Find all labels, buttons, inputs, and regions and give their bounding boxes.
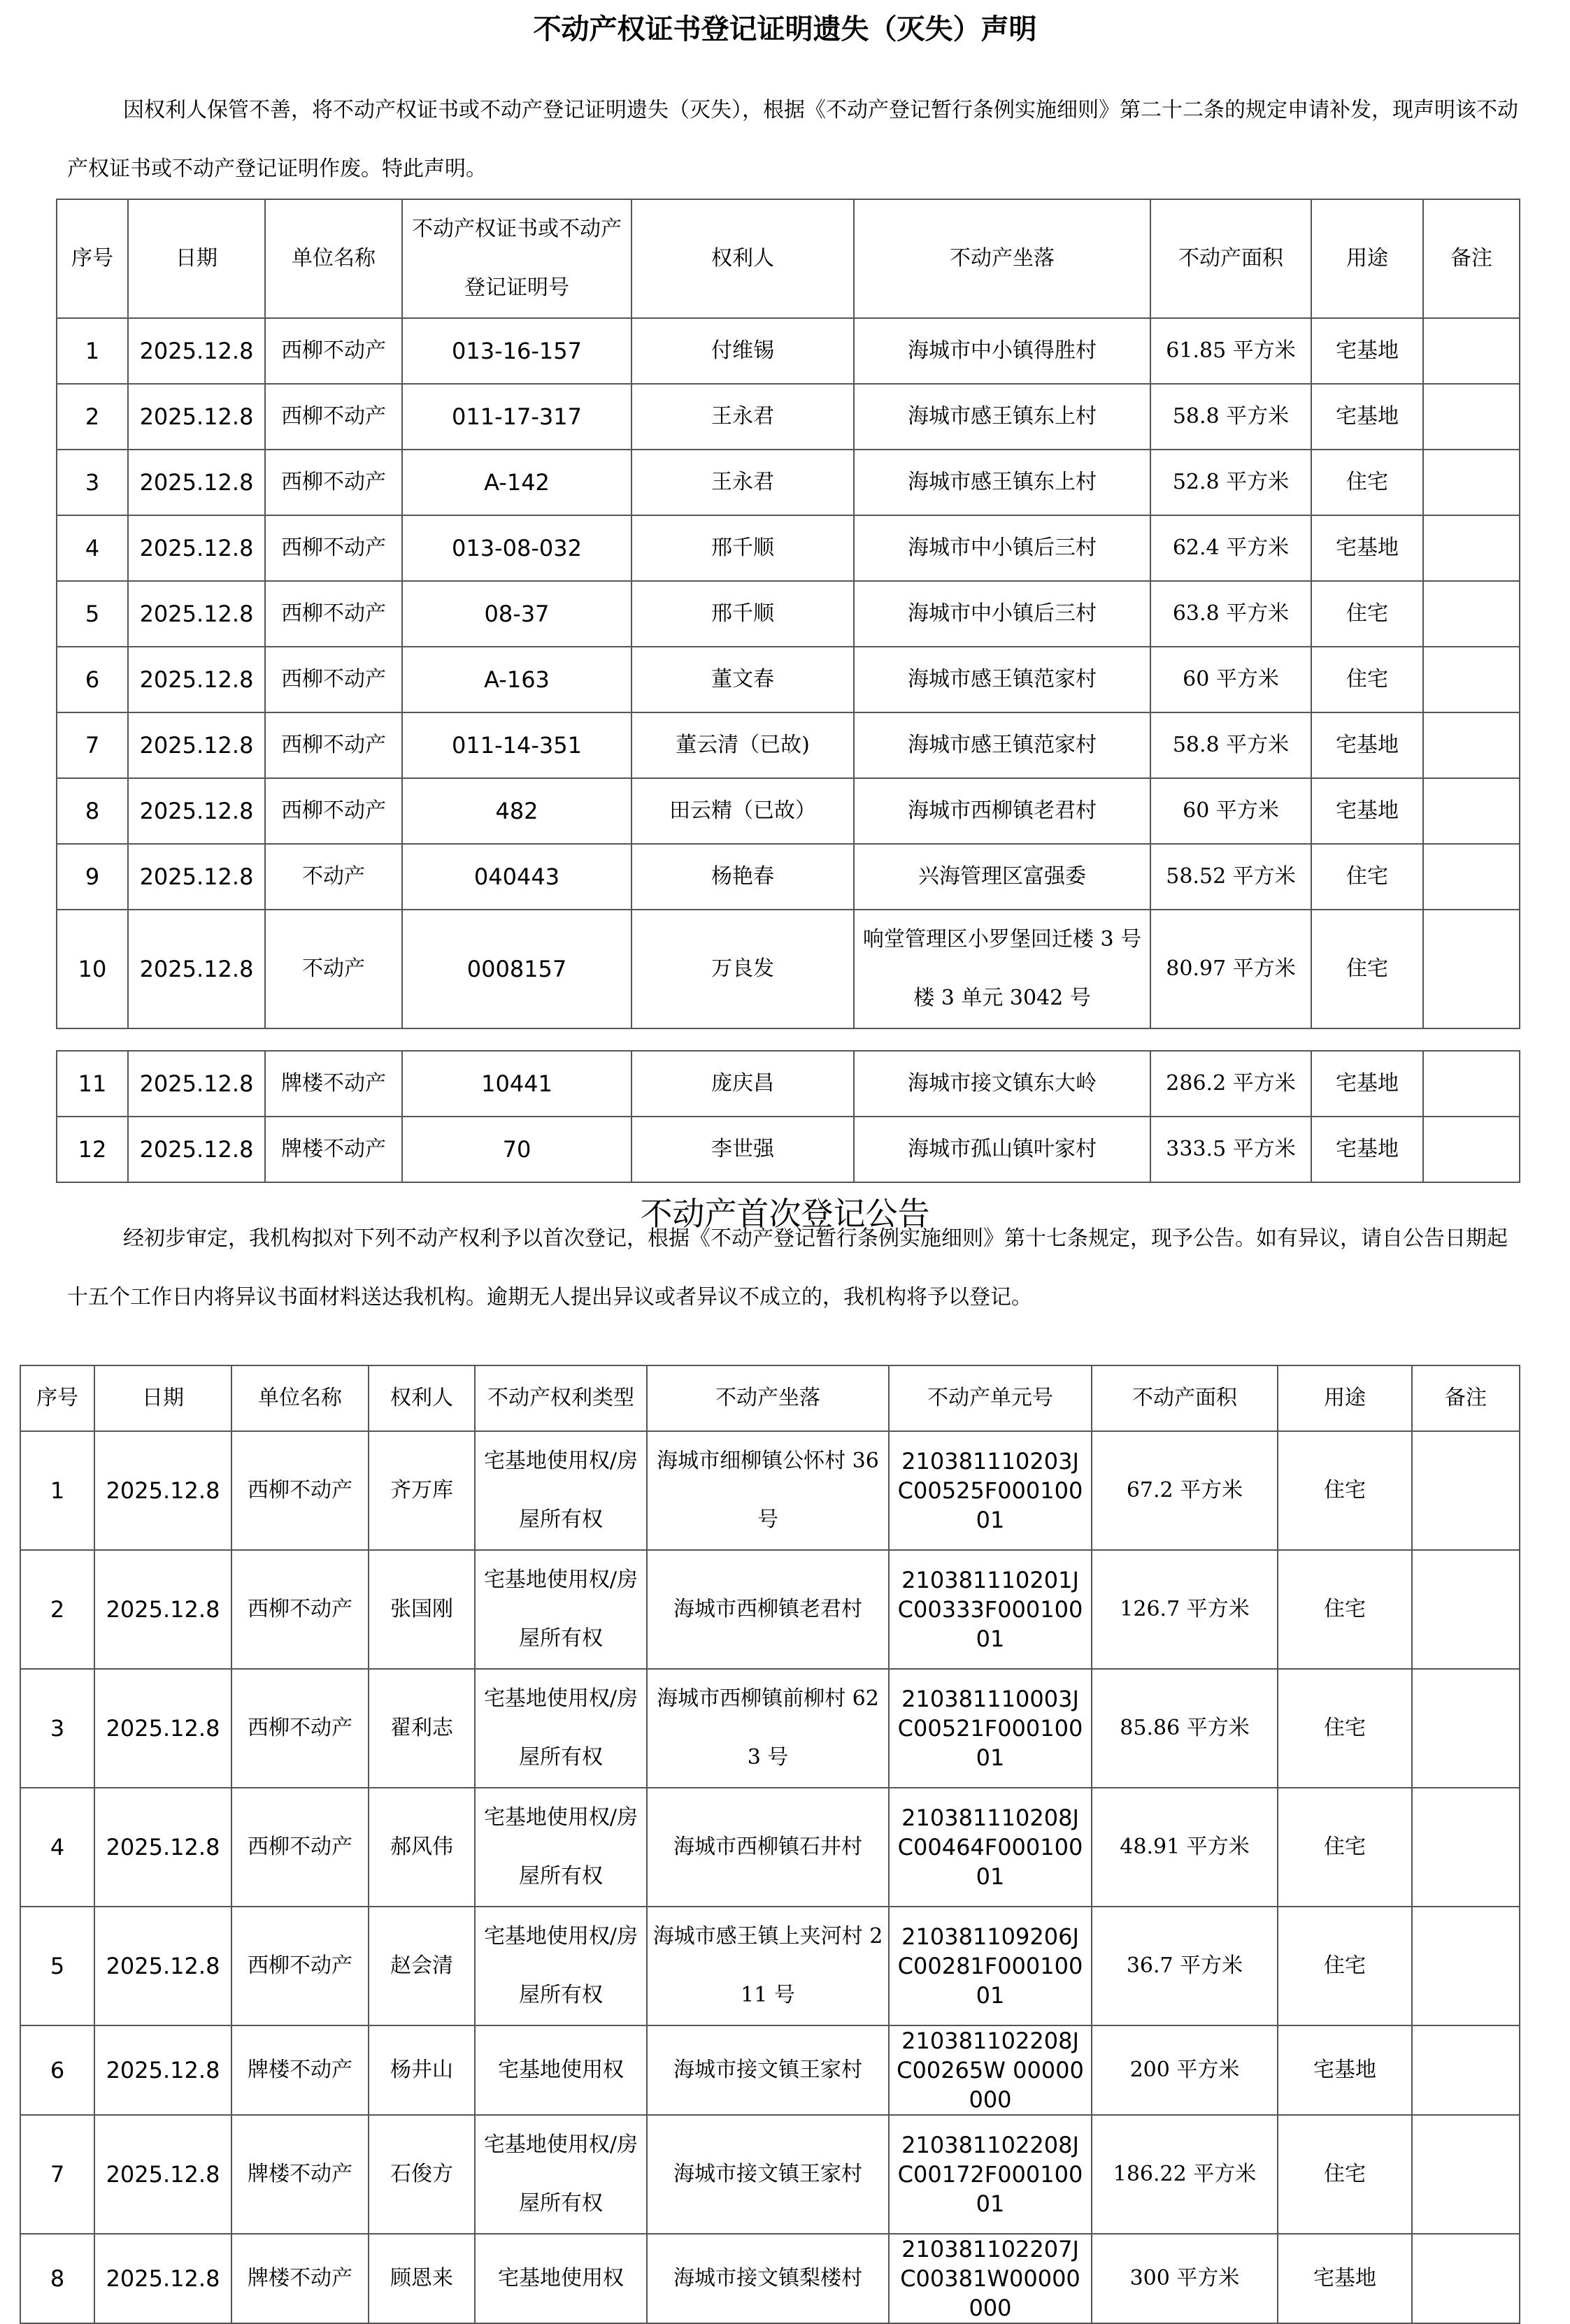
table-cell: 西柳不动产 [231,1669,369,1788]
table-cell: 海城市中小镇得胜村 [854,318,1150,384]
table-cell: 2025.12.8 [94,1669,231,1788]
table-cell [1423,778,1520,844]
table-cell: 宅基地使用权/房屋所有权 [475,1907,647,2025]
table-cell [1423,844,1520,910]
table-cell: 3 [20,1669,94,1788]
table-cell [1423,581,1520,647]
loss-declaration-table [56,199,1520,1029]
table-cell: 宅基地 [1311,1051,1423,1117]
table-cell: 63.8 平方米 [1150,581,1311,647]
table-cell: 2 [20,1550,94,1669]
table-cell: 不动产 [265,844,402,910]
table-cell: 宅基地 [1311,515,1423,581]
table-cell: 36.7 平方米 [1092,1907,1278,2025]
table-cell: 海城市感王镇东上村 [854,384,1150,450]
table-cell: 2025.12.8 [128,712,265,778]
table-row [57,1051,1520,1117]
table-cell [1412,1788,1520,1907]
table-cell: 海城市感王镇范家村 [854,712,1150,778]
header-row [57,199,1520,318]
table-cell [1423,1117,1520,1182]
table-cell: 宅基地使用权/房屋所有权 [475,1788,647,1907]
table-cell [1423,384,1520,450]
table-cell: 2025.12.8 [128,384,265,450]
table-cell: 李世强 [631,1117,854,1182]
table-cell: 宅基地 [1278,2025,1412,2115]
table-cell: 2025.12.8 [128,1051,265,1117]
table-cell: 60 平方米 [1150,647,1311,712]
table-cell: A-142 [402,450,631,515]
table-cell: 210381110201JC00333F00010001 [889,1550,1092,1669]
table-cell: 5 [57,581,128,647]
table-cell: 011-17-317 [402,384,631,450]
table-cell: 8 [57,778,128,844]
table-cell: 9 [57,844,128,910]
table-cell: 住宅 [1311,450,1423,515]
column-header: 不动产权证书或不动产登记证明号 [402,199,631,318]
table-cell: 住宅 [1278,1431,1412,1550]
table-cell: 2025.12.8 [128,647,265,712]
table-cell: 58.8 平方米 [1150,712,1311,778]
table-row [57,1117,1520,1182]
table-cell: 67.2 平方米 [1092,1431,1278,1550]
table-row [57,384,1520,450]
table-row [20,2115,1520,2234]
table-cell: 庞庆昌 [631,1051,854,1117]
column-header: 序号 [57,199,128,318]
table-cell: 1 [57,318,128,384]
table-cell: 海城市感王镇上夹河村 211 号 [647,1907,889,2025]
table-cell: 210381110003JC00521F00010001 [889,1669,1092,1788]
loss-declaration-table-continued [56,1050,1520,1183]
column-header: 不动产面积 [1150,199,1311,318]
table-cell: 宅基地 [1278,2234,1412,2323]
table-cell: 邢千顺 [631,581,854,647]
column-header: 不动产权利类型 [475,1365,647,1431]
column-header: 权利人 [369,1365,475,1431]
table-cell: 宅基地 [1311,384,1423,450]
table-cell: 海城市接文镇东大岭 [854,1051,1150,1117]
table-row [20,1431,1520,1550]
table-cell: 海城市西柳镇老君村 [854,778,1150,844]
table-cell: 齐万库 [369,1431,475,1550]
table-cell: 邢千顺 [631,515,854,581]
table-cell: 12 [57,1117,128,1182]
table-cell: 80.97 平方米 [1150,910,1311,1028]
table-cell: 2025.12.8 [128,515,265,581]
column-header: 不动产面积 [1092,1365,1278,1431]
table-cell: 6 [57,647,128,712]
table-cell [1412,1550,1520,1669]
first-registration-title: 不动产首次登记公告 [640,1195,930,1233]
column-header: 用途 [1311,199,1423,318]
table-cell: 200 平方米 [1092,2025,1278,2115]
table-cell: 海城市中小镇后三村 [854,581,1150,647]
table-cell [1423,450,1520,515]
table-row [20,1907,1520,2025]
table-cell: 西柳不动产 [231,1550,369,1669]
table-cell: 不动产 [265,910,402,1028]
table-cell: 万良发 [631,910,854,1028]
table-cell: 48.91 平方米 [1092,1788,1278,1907]
column-header: 序号 [20,1365,94,1431]
table-cell: 住宅 [1311,844,1423,910]
table-cell: 宅基地使用权/房屋所有权 [475,1669,647,1788]
column-header: 不动产坐落 [647,1365,889,1431]
table-cell: 7 [57,712,128,778]
table-row [57,844,1520,910]
loss-declaration-intro: 因权利人保管不善，将不动产权证书或不动产登记证明遗失（灭失），根据《不动产登记暂行条例实施细则》第二十二条的规定申请补发，现声明该不动产权证书或不动产登记证明作废。特此声明。 [67,98,1518,181]
table-cell: 住宅 [1278,1669,1412,1788]
table-cell: 040443 [402,844,631,910]
table-cell: 田云精（已故） [631,778,854,844]
table-row [57,515,1520,581]
table-cell: 300 平方米 [1092,2234,1278,2323]
table-cell: 海城市西柳镇老君村 [647,1550,889,1669]
table-cell: 西柳不动产 [231,1907,369,2025]
table-cell: 210381102207JC00381W00000000 [889,2234,1092,2323]
table-cell: 海城市接文镇梨楼村 [647,2234,889,2323]
table-cell: 张国刚 [369,1550,475,1669]
table-cell [1412,2234,1520,2323]
table-cell: 海城市中小镇后三村 [854,515,1150,581]
table-cell: 11 [57,1051,128,1117]
table-cell: 西柳不动产 [265,450,402,515]
table-cell: 2025.12.8 [128,778,265,844]
table-cell [1412,1431,1520,1550]
table-cell: 210381110208JC00464F00010001 [889,1788,1092,1907]
table-cell: 286.2 平方米 [1150,1051,1311,1117]
table-cell [1423,910,1520,1028]
table-cell: 住宅 [1278,1788,1412,1907]
column-header: 备注 [1412,1365,1520,1431]
table-cell: 西柳不动产 [265,581,402,647]
table-cell: 61.85 平方米 [1150,318,1311,384]
column-header: 用途 [1278,1365,1412,1431]
table-cell: 6 [20,2025,94,2115]
table-cell: 海城市接文镇王家村 [647,2115,889,2234]
table-cell: 住宅 [1311,581,1423,647]
table-cell: 013-08-032 [402,515,631,581]
table-row [20,1788,1520,1907]
table-cell: 西柳不动产 [265,712,402,778]
table-cell: 兴海管理区富强委 [854,844,1150,910]
table-cell: 海城市细柳镇公怀村 36 号 [647,1431,889,1550]
table-cell: 住宅 [1278,1550,1412,1669]
table-cell: 2025.12.8 [128,1117,265,1182]
column-header: 单位名称 [231,1365,369,1431]
column-header: 不动产坐落 [854,199,1150,318]
header-row [20,1365,1520,1431]
table-cell: 海城市感王镇范家村 [854,647,1150,712]
table-cell: 85.86 平方米 [1092,1669,1278,1788]
table-cell [1423,318,1520,384]
table-cell [1423,1051,1520,1117]
table-cell: 宅基地使用权 [475,2025,647,2115]
table-cell: 海城市感王镇东上村 [854,450,1150,515]
first-registration-intro: 经初步审定，我机构拟对下列不动产权利予以首次登记，根据《不动产登记暂行条例实施细则》第十七条规定，现予公告。如有异议，请自公告日期起十五个工作日内将异议书面材料送达我机构。逾期无人提出异议或者异议不成立的，我机构将予以登记。 [67,1226,1508,1310]
table-cell: 2025.12.8 [94,2234,231,2323]
table-cell: 西柳不动产 [231,1431,369,1550]
table-cell: 62.4 平方米 [1150,515,1311,581]
column-header: 单位名称 [265,199,402,318]
table-cell: 5 [20,1907,94,2025]
table-cell: 牌楼不动产 [231,2234,369,2323]
table-cell: 宅基地使用权 [475,2234,647,2323]
table-cell: 宅基地 [1311,1117,1423,1182]
table-cell: 013-16-157 [402,318,631,384]
column-header: 日期 [128,199,265,318]
table-row [20,1550,1520,1669]
table-cell: 2025.12.8 [94,1550,231,1669]
table-cell [1423,712,1520,778]
table-cell: 60 平方米 [1150,778,1311,844]
table-cell: 2025.12.8 [94,2025,231,2115]
table-cell: 10441 [402,1051,631,1117]
table-cell: 宅基地 [1311,712,1423,778]
table-cell: 186.22 平方米 [1092,2115,1278,2234]
table-cell: 赵会清 [369,1907,475,2025]
table-cell: 2025.12.8 [128,910,265,1028]
column-header: 日期 [94,1365,231,1431]
table-cell: 住宅 [1278,2115,1412,2234]
table-row [57,910,1520,1028]
table-cell: 2025.12.8 [128,844,265,910]
table-cell: 52.8 平方米 [1150,450,1311,515]
table-cell: 4 [57,515,128,581]
table-row [20,2025,1520,2115]
table-cell [1412,2025,1520,2115]
table-cell: 2025.12.8 [94,1907,231,2025]
table-row [57,450,1520,515]
table-cell: 翟利志 [369,1669,475,1788]
table-row [57,778,1520,844]
table-cell: 宅基地使用权/房屋所有权 [475,2115,647,2234]
table-cell: 1 [20,1431,94,1550]
table-row [57,581,1520,647]
table-cell: 海城市西柳镇石井村 [647,1788,889,1907]
table-cell: 西柳不动产 [265,318,402,384]
table-cell: 董文春 [631,647,854,712]
table-cell: 8 [20,2234,94,2323]
table-cell: 海城市孤山镇叶家村 [854,1117,1150,1182]
table-cell: 海城市接文镇王家村 [647,2025,889,2115]
table-cell: 王永君 [631,450,854,515]
table-cell: A-163 [402,647,631,712]
table-cell [1412,1907,1520,2025]
loss-declaration-title: 不动产权证书登记证明遗失（灭失）声明 [533,13,1037,45]
table-cell: 70 [402,1117,631,1182]
table-cell: 王永君 [631,384,854,450]
table-cell: 58.52 平方米 [1150,844,1311,910]
column-header: 备注 [1423,199,1520,318]
table-cell: 杨艳春 [631,844,854,910]
table-cell [1423,515,1520,581]
table-cell: 宅基地使用权/房屋所有权 [475,1431,647,1550]
table-cell: 牌楼不动产 [265,1117,402,1182]
table-cell: 西柳不动产 [265,778,402,844]
table-cell: 482 [402,778,631,844]
table-cell: 2025.12.8 [94,1788,231,1907]
table-cell: 西柳不动产 [265,515,402,581]
table-row [20,2234,1520,2323]
table-cell: 2025.12.8 [94,1431,231,1550]
table-cell [1412,2115,1520,2234]
table-cell: 住宅 [1311,910,1423,1028]
table-cell: 董云清（已故) [631,712,854,778]
table-cell: 宅基地 [1311,778,1423,844]
table-cell: 付维锡 [631,318,854,384]
table-cell: 2025.12.8 [128,318,265,384]
table-cell: 西柳不动产 [265,384,402,450]
table-row [57,647,1520,712]
table-cell: 7 [20,2115,94,2234]
column-header: 不动产单元号 [889,1365,1092,1431]
table-cell: 牌楼不动产 [231,2115,369,2234]
table-cell: 石俊方 [369,2115,475,2234]
table-cell: 2025.12.8 [128,581,265,647]
table-cell: 210381109206JC00281F00010001 [889,1907,1092,2025]
table-cell: 4 [20,1788,94,1907]
table-row [57,318,1520,384]
table-cell: 郝风伟 [369,1788,475,1907]
table-cell: 210381102208JC00265W 00000000 [889,2025,1092,2115]
table-cell: 58.8 平方米 [1150,384,1311,450]
table-cell: 杨井山 [369,2025,475,2115]
table-row [20,1669,1520,1788]
table-cell: 西柳不动产 [265,647,402,712]
table-cell: 响堂管理区小罗堡回迁楼 3 号楼 3 单元 3042 号 [854,910,1150,1028]
table-cell: 2025.12.8 [128,450,265,515]
table-cell: 08-37 [402,581,631,647]
table-cell: 210381102208JC00172F00010001 [889,2115,1092,2234]
table-cell: 3 [57,450,128,515]
table-cell: 011-14-351 [402,712,631,778]
table-cell: 10 [57,910,128,1028]
table-cell: 住宅 [1311,647,1423,712]
table-cell: 宅基地 [1311,318,1423,384]
table-row [57,712,1520,778]
table-cell: 牌楼不动产 [265,1051,402,1117]
table-cell: 126.7 平方米 [1092,1550,1278,1669]
table-cell: 住宅 [1278,1907,1412,2025]
table-cell: 333.5 平方米 [1150,1117,1311,1182]
table-cell: 210381110203JC00525F00010001 [889,1431,1092,1550]
table-cell: 牌楼不动产 [231,2025,369,2115]
table-cell [1412,1669,1520,1788]
table-cell: 宅基地使用权/房屋所有权 [475,1550,647,1669]
table-cell: 西柳不动产 [231,1788,369,1907]
table-cell: 2 [57,384,128,450]
table-cell: 0008157 [402,910,631,1028]
table-cell: 顾恩来 [369,2234,475,2323]
table-cell [1423,647,1520,712]
first-registration-table [20,1365,1520,2324]
table-cell: 2025.12.8 [94,2115,231,2234]
table-cell: 海城市西柳镇前柳村 623 号 [647,1669,889,1788]
column-header: 权利人 [631,199,854,318]
